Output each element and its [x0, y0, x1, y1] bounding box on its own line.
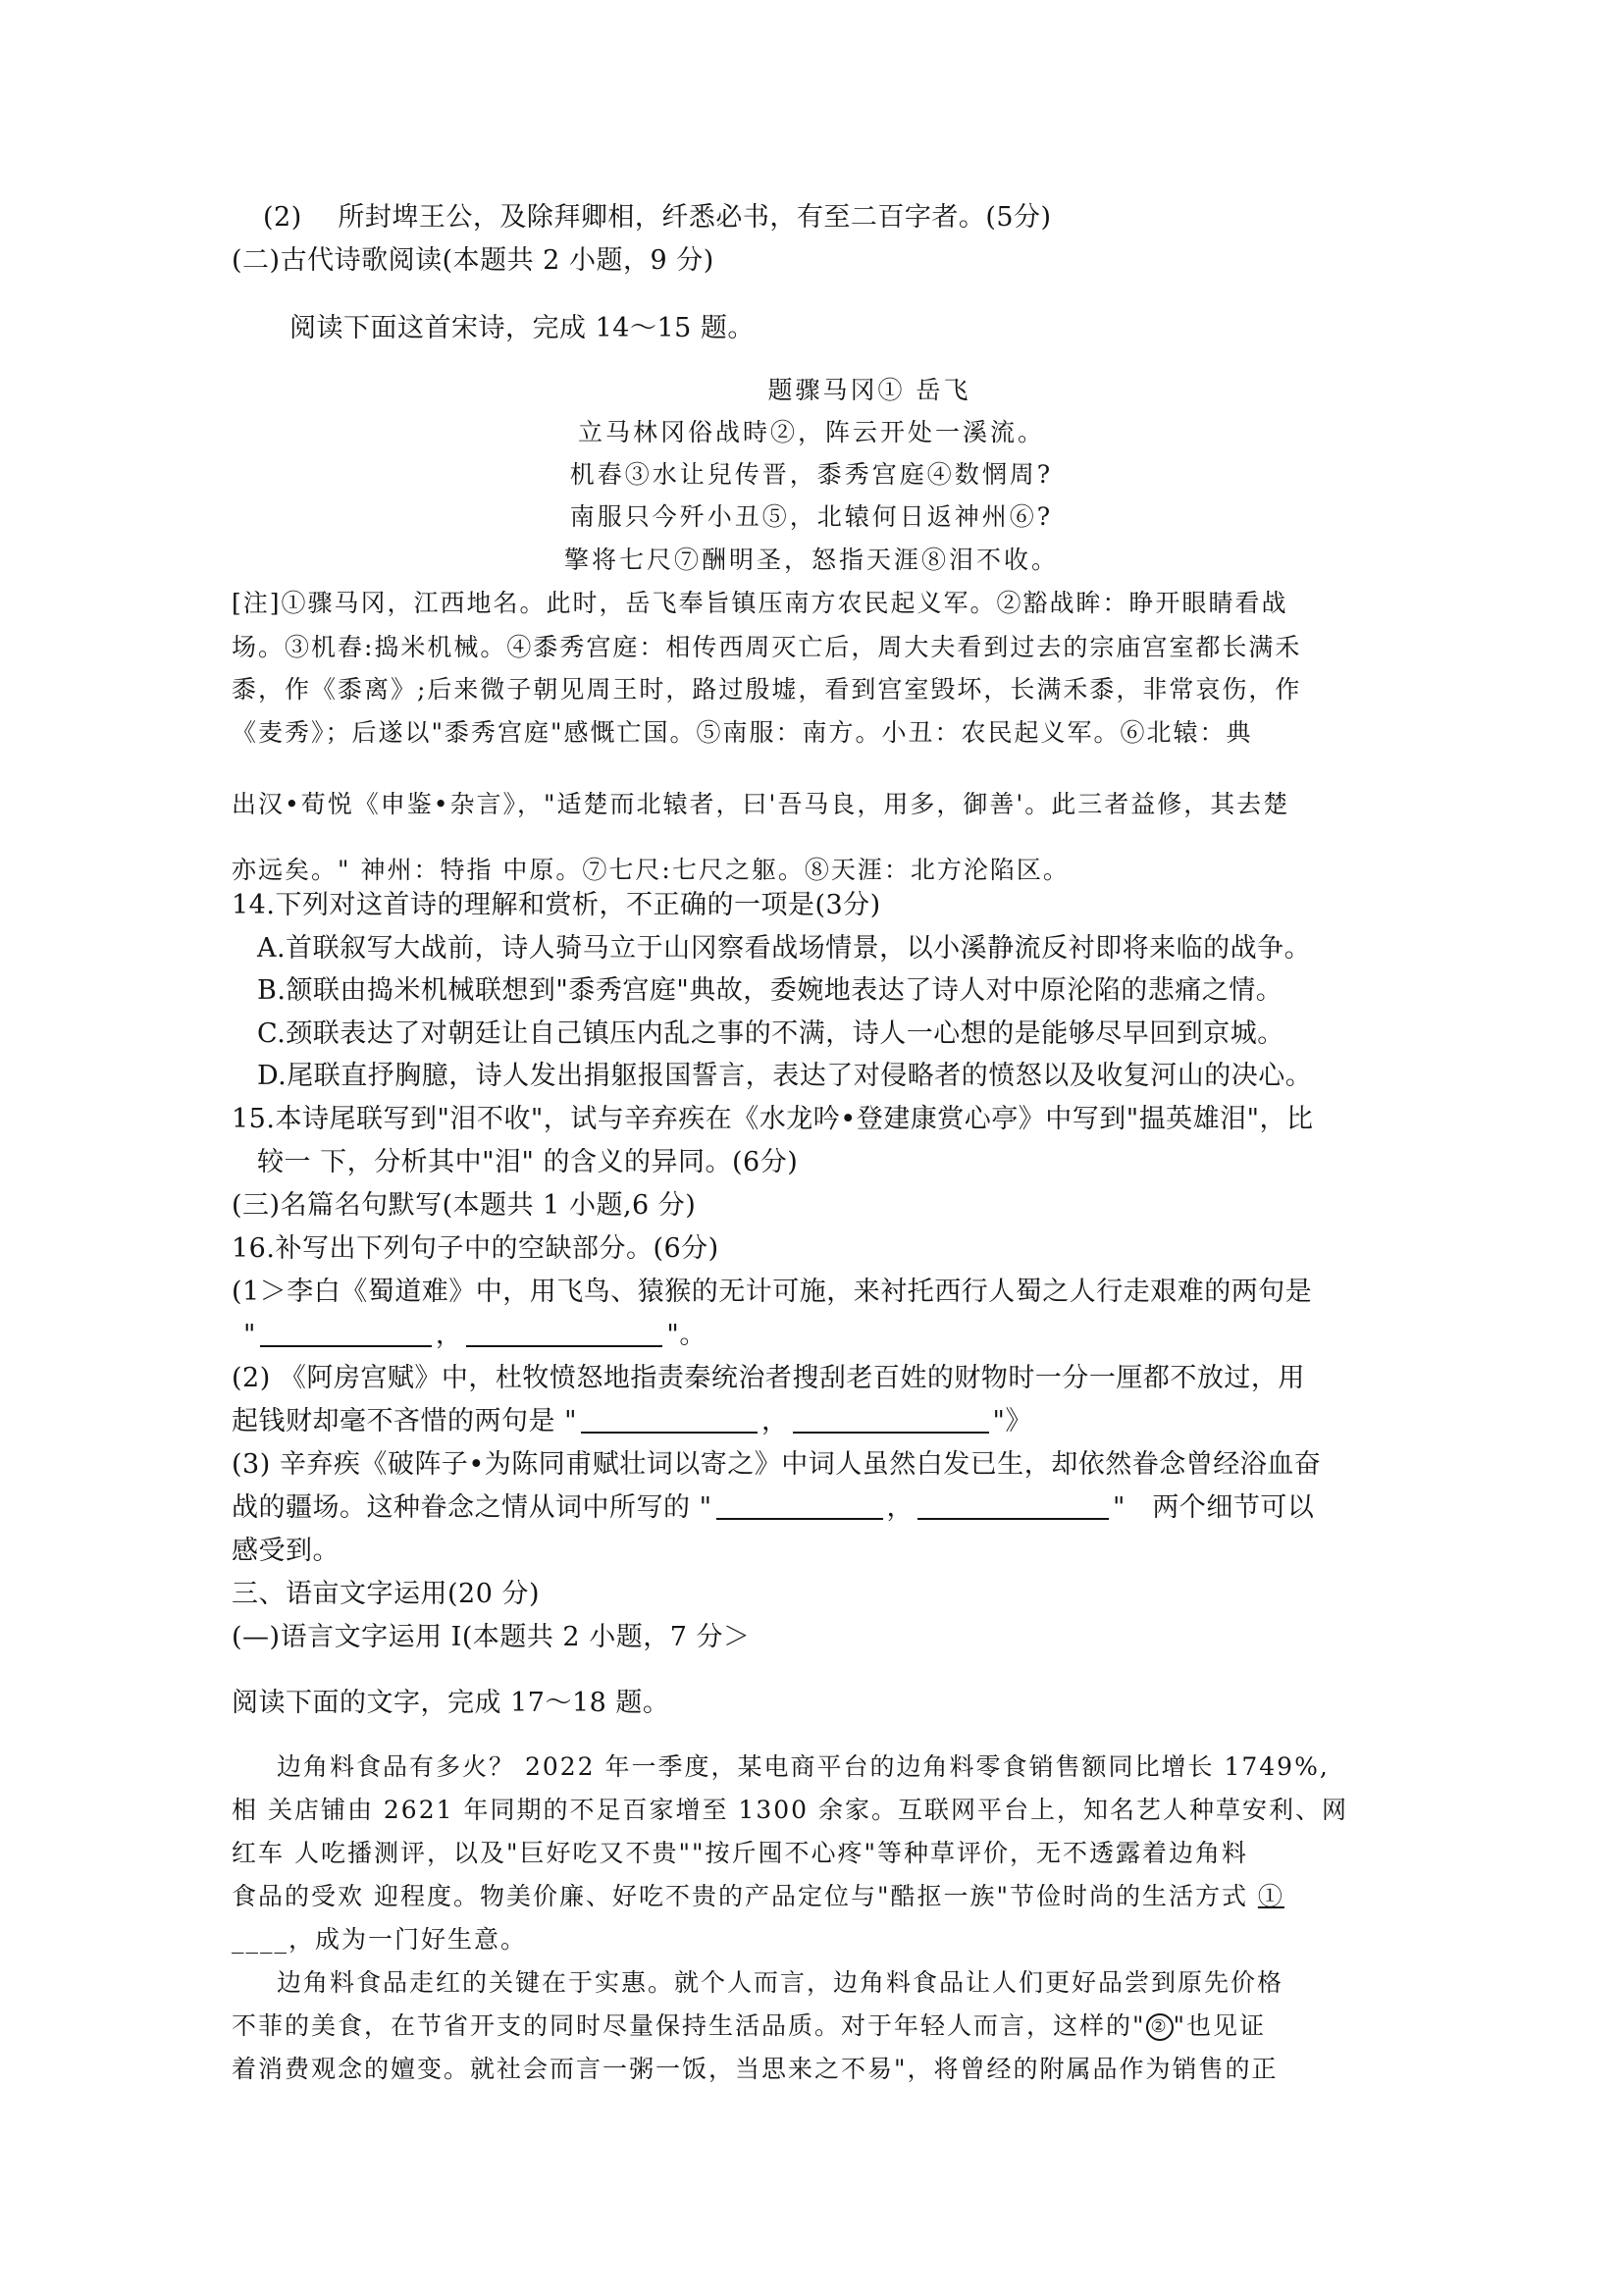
quote-close: " 两个细节可以 [1113, 1492, 1315, 1523]
section-language-heading: 三、语亩文字运用(20 分) [232, 1579, 541, 1609]
passage-line: ____，成为一门好生意。 [232, 1925, 528, 1954]
poem-note: 黍，作《黍离》;后来微子朝见周王时，路过殷墟，看到宫室毁坏，长满禾黍，非常哀伤，作 [232, 675, 1302, 704]
passage-text: 不菲的美食，在节省开支的同时尽量保持生活品质。对于年轻人而言，这样的" [232, 2011, 1146, 2040]
poem-line: 南服只今歼小丑⑤，北辕何日返神州⑥? [569, 502, 1054, 531]
q16-part2-blanks [232, 1402, 1409, 1441]
answer-blank[interactable] [581, 1406, 758, 1434]
poem-title: 题骤马冈① 岳飞 [767, 376, 971, 404]
poem-line: 立马林冈俗战時②，阵云开处一溪流。 [577, 418, 1045, 446]
passage-line: 边角料食品走红的关键在于实惠。就个人而言，边角料食品让人们更好品尝到原先价格 [277, 1968, 1284, 1997]
question-16: 16.补写出下列句子中的空缺部分。(6分) [232, 1233, 719, 1264]
poem-line: 擎将七尺⑦酬明圣，怒指天涯⑧泪不收。 [563, 546, 1059, 574]
section-language-sub: (—)语言文字运用 I(本题共 2 小题，7 分＞ [232, 1622, 751, 1652]
poem-note: 《麦秀》；后遂以"黍秀宫庭"感慨亡国。⑤南服：南方。小丑：农民起义军。⑥北辕：典 [232, 718, 1253, 747]
quote-close: "。 [666, 1320, 707, 1350]
passage-text: "也见证 [1173, 2011, 1267, 2040]
answer-blank[interactable] [793, 1406, 989, 1434]
answer-blank[interactable] [716, 1492, 883, 1520]
q16-part3: (3) 辛弃疾《破阵子•为陈同甫赋壮词以寄之》中词人虽然白发已生，却依然眷念曾经浴血奋 [232, 1449, 1322, 1480]
passage-line: 边角料食品有多火？ 2022 年一季度，某电商平台的边角料零食销售额同比增长 1749%, [277, 1752, 1330, 1781]
option-c: C.颈联表达了对朝廷让自己镇压内乱之事的不满，诗人一心想的是能够尽早回到京城。 [257, 1018, 1284, 1049]
blank-marker-2: ② [1146, 2013, 1174, 2041]
passage-line [232, 2007, 1409, 2046]
option-b: B.颔联由捣米机械联想到"黍秀宫庭"典故，委婉地表达了诗人对中原沦陷的悲痛之情。 [257, 975, 1283, 1006]
poem-note: [注]①骤马冈，江西地名。此时，岳飞奉旨镇压南方农民起义军。②豁战眸：睁开眼睛看战 [232, 589, 1288, 617]
option-d: D.尾联直抒胸臆，诗人发出捐躯报国誓言，表达了对侵略者的愤怒以及收复河山的决心。 [257, 1061, 1313, 1091]
poetry-instruction: 阅读下面这首宋诗，完成 14～15 题。 [289, 313, 755, 343]
poem-note: 出汉•荀悦《申鉴•杂言》，"适楚而北辕者，曰'吾马良，用多，御善'。此三者益修，其去楚 [232, 790, 1290, 818]
q16-part2: (2) 《阿房宫赋》中，杜牧愤怒地指责秦统治者搜刮老百姓的财物时一分一厘都不放过，用 [232, 1363, 1305, 1393]
passage-text: 食品的受欢 迎程度。物美价廉、好吃不贵的产品定位与"酷抠一族"节俭时尚的生活方式 [232, 1882, 1248, 1910]
quote-open: 战的疆场。这种眷念之情从词中所写的 " [232, 1492, 712, 1523]
poem-note: 场。③机舂:捣米机械。④黍秀宫庭：相传西周灭亡后，周大夫看到过去的宗庙宫室都长满禾 [232, 633, 1302, 661]
q16-part1: (1＞李白《蜀道难》中，用飞鸟、猿猴的无计可施，来衬托西行人蜀之人行走艰难的两句是 [232, 1277, 1313, 1307]
quote-open: 起钱财却毫不吝惜的两句是 " [232, 1406, 578, 1436]
passage-line [232, 1877, 1409, 1916]
comma: ， [435, 1320, 463, 1350]
quote-close: "》 [992, 1406, 1032, 1436]
question-15: 15.本诗尾联写到"泪不收"，试与辛弃疾在《水龙吟•登建康赏心亭》中写到"揾英雄泪"，比 [232, 1104, 1314, 1134]
q16-part1-blanks [243, 1316, 1421, 1355]
poem-line: 机舂③水让兒传晋，黍秀宫庭④数惘周? [569, 460, 1054, 489]
reading-instruction: 阅读下面的文字，完成 17～18 题。 [232, 1688, 670, 1718]
passage-line: 相 关店铺由 2621 年同期的不足百家增至 1300 余家。互联网平台上，知名艺人种草安利、网 [232, 1796, 1348, 1824]
option-a: A.首联叙写大战前，诗人骑马立于山冈察看战场情景，以小溪静流反衬即将来临的战争。 [257, 933, 1312, 964]
q13-part2: (2) 所封埤王公，及除拜卿相，纤悉必书，有至二百字者。(5分) [263, 202, 1052, 233]
section-dictation-heading: (三)名篇名句默写(本题共 1 小题,6 分) [232, 1190, 697, 1221]
poem-note: 亦远矣。" 神州：特指 中原。⑦七尺:七尺之躯。⑧天涯：北方沦陷区。 [232, 856, 1070, 884]
comma: ， [886, 1492, 915, 1523]
q16-part3-cont: 感受到。 [232, 1536, 340, 1566]
answer-blank[interactable] [466, 1320, 662, 1347]
passage-line: 着消费观念的嬗变。就社会而言一粥一饭，当思来之不易"，将曾经的附属品作为销售的正 [232, 2055, 1279, 2083]
blank-marker-1: ① [1257, 1882, 1284, 1910]
passage-line: 红车 人吃播测评，以及"巨好吃又不贵""按斤囤不心疼"等种草评价，无不透露着边角料 [232, 1839, 1248, 1867]
quote-open: " [243, 1320, 256, 1350]
section-poetry-heading: (二)古代诗歌阅读(本题共 2 小题，9 分) [232, 245, 714, 276]
answer-blank[interactable] [260, 1320, 432, 1347]
question-15-cont: 较一 下，分析其中"泪" 的含义的异同。(6分) [257, 1147, 799, 1177]
comma: ， [761, 1406, 789, 1436]
q16-part3-blanks [232, 1488, 1409, 1528]
question-14: 14.下列对这首诗的理解和赏析，不正确的一项是(3分) [232, 890, 881, 920]
answer-blank[interactable] [917, 1492, 1109, 1520]
